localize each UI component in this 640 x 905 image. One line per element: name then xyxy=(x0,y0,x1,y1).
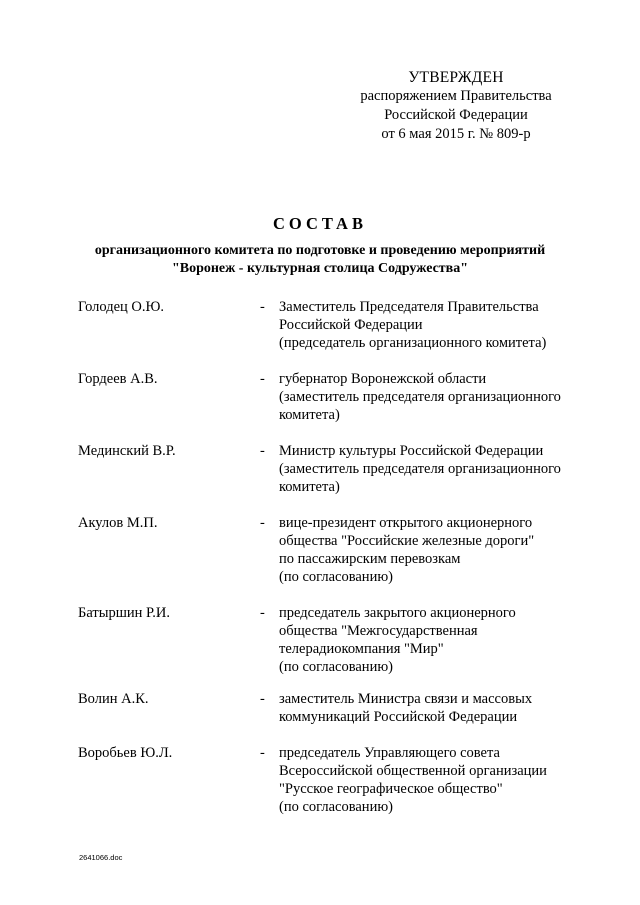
member-role-line: коммуникаций Российской Федерации xyxy=(279,709,518,725)
approval-block xyxy=(340,68,572,144)
document-title: СОСТАВ xyxy=(273,214,367,233)
member-role-line: (председатель организационного комитета) xyxy=(279,335,547,351)
member-name: Мединский В.Р. xyxy=(78,443,176,459)
member-role-line: Заместитель Председателя Правительства xyxy=(279,299,539,315)
member-role-line: Российской Федерации xyxy=(279,317,423,333)
committee-member xyxy=(78,604,578,676)
member-role-line: "Русское географическое общество" xyxy=(279,781,503,797)
member-role-line: председатель Управляющего совета xyxy=(279,745,500,761)
member-role xyxy=(279,370,578,424)
committee-member xyxy=(78,298,578,352)
member-role xyxy=(279,690,578,726)
member-role-line: губернатор Воронежской области xyxy=(279,371,487,387)
member-role-line: Министр культуры Российской Федерации xyxy=(279,443,544,459)
member-name: Воробьев Ю.Л. xyxy=(78,745,173,761)
committee-member xyxy=(78,690,578,726)
approval-line: Российской Федерации xyxy=(384,107,528,123)
member-dash: - xyxy=(260,515,265,531)
member-role-line: (по согласованию) xyxy=(279,799,393,815)
document-subtitle xyxy=(60,242,580,278)
committee-member xyxy=(78,370,578,424)
member-name: Волин А.К. xyxy=(78,691,149,707)
member-dash: - xyxy=(260,691,265,707)
committee-member-list xyxy=(78,298,578,816)
subtitle-line: "Воронеж - культурная столица Содружества" xyxy=(171,261,469,276)
member-role-line: (по согласованию) xyxy=(279,569,393,585)
member-role-line: комитета) xyxy=(279,479,340,495)
approval-line: от 6 мая 2015 г. № 809-р xyxy=(381,126,531,142)
member-role-line: Всероссийской общественной организации xyxy=(279,763,547,779)
member-role-line: общества "Российские железные дороги" xyxy=(279,533,535,549)
member-name: Голодец О.Ю. xyxy=(78,299,165,315)
member-name: Гордеев А.В. xyxy=(78,371,158,387)
member-role-line: общества "Межгосударственная xyxy=(279,623,478,639)
approval-line: распоряжением Правительства xyxy=(360,88,552,104)
member-name: Батыршин Р.И. xyxy=(78,605,170,621)
member-dash: - xyxy=(260,745,265,761)
member-role-line: (заместитель председателя организационного xyxy=(279,461,561,477)
member-role xyxy=(279,744,578,816)
member-role-line: (по согласованию) xyxy=(279,659,393,675)
member-role-line: вице-президент открытого акционерного xyxy=(279,515,533,531)
committee-member xyxy=(78,744,578,816)
committee-member xyxy=(78,442,578,496)
member-role-line: заместитель Министра связи и массовых xyxy=(279,691,533,707)
approval-heading: УТВЕРЖДЕН xyxy=(408,69,504,86)
member-role-line: (заместитель председателя организационного xyxy=(279,389,561,405)
member-role xyxy=(279,298,578,352)
footer-file-name: 2641066.doc xyxy=(79,853,123,862)
member-role xyxy=(279,604,578,676)
member-role xyxy=(279,442,578,496)
member-dash: - xyxy=(260,443,265,459)
member-role-line: председатель закрытого акционерного xyxy=(279,605,516,621)
member-dash: - xyxy=(260,605,265,621)
member-dash: - xyxy=(260,299,265,315)
committee-member xyxy=(78,514,578,586)
member-name: Акулов М.П. xyxy=(78,515,158,531)
subtitle-line: организационного комитета по подготовке и проведению мероприятий xyxy=(94,243,546,258)
member-role-line: комитета) xyxy=(279,407,340,423)
member-role xyxy=(279,514,578,586)
member-role-line: по пассажирским перевозкам xyxy=(279,551,461,567)
member-role-line: телерадиокомпания "Мир" xyxy=(279,641,444,657)
member-dash: - xyxy=(260,371,265,387)
